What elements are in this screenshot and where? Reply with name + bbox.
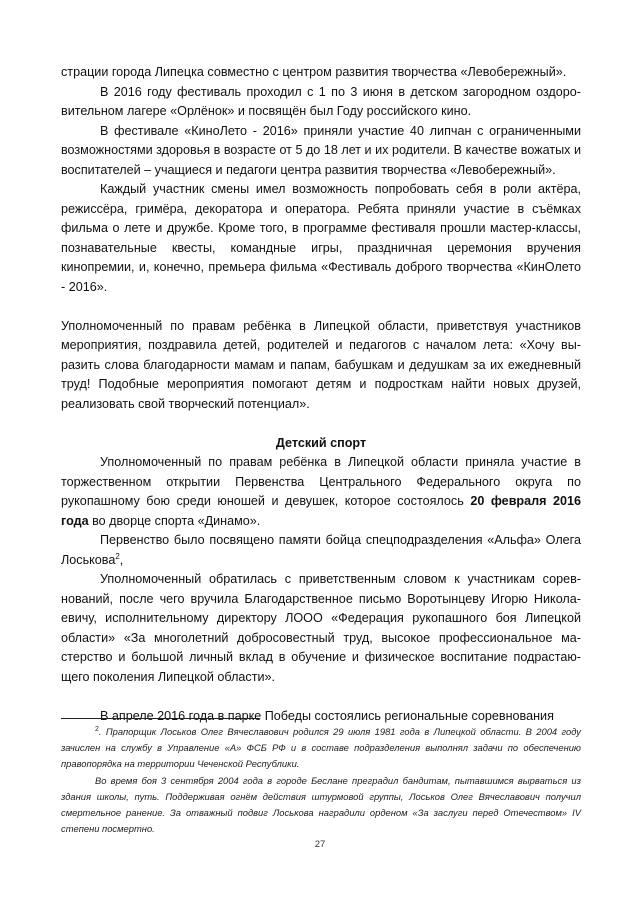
- paragraph-ombudsman-greeting: Уполномоченный по правам ребёнка в Липецкой области, приветствуя участников мероприятия, поздравила детей, родителей и педагогов с началом лета: «Хочу выразить слова благодарности мамам и папам, бабушкам и дедушкам за их ежедневный труд! Подобные мероприятия помогают детям и подросткам найти новых друзей, реализовать свой творческий потенциал».: [61, 318, 581, 411]
- footnotes: [61, 724, 581, 837]
- footnote-reference[interactable]: 2: [115, 551, 120, 561]
- paragraph-festival-activities: Каждый участник смены имел возможность попробовать себя в роли актёра, режиссёра, гримёра, декоратора и оператора. Ребята приняли участие в съёмках фильма о лете и дружбе. Кроме того, в программе фестиваля прошли мастер-классы, познавательные квесты, командные игры, праздничная церемония вручения кинопремии, и, конечно, премьера фильма «Фестиваль доброго творчества «КинОлето - 2016».: [61, 182, 581, 294]
- paragraph-spacer: [61, 414, 581, 434]
- event-date: 20 февраля 2016 года: [61, 494, 582, 528]
- paragraph-award: Уполномоченный обратилась с приветственным словом к участникам соревнований, после чего вручила Благодарственное письмо Воротынцеву Игорю Николаевичу, исполнительному директору ЛООО «Федерация рукопашного боя Липецкой области» «За многолетний добросовестный труд, высокое профессиональное мастерство и большой личный вклад в обучение и физическое воспитание подрастающего поколения Липецкой области».: [61, 572, 581, 684]
- paragraph-april-competitions: В апреле 2016 года в парке Победы состоялись региональные соревнования: [100, 708, 554, 723]
- section-heading: Детский спорт: [275, 435, 367, 450]
- dedication-text: Первенство было посвящено памяти бойца спецподразделения «Альфа» Олега Лоськова: [61, 533, 581, 567]
- page-number: 27: [314, 839, 326, 850]
- footnote-separator: [61, 718, 259, 719]
- paragraph-continuation: страции города Липецка совместно с центром развития творчества «Левобережный».: [61, 65, 567, 79]
- paragraph-spacer: [61, 297, 581, 317]
- paragraph-festival-dates: В 2016 году фестиваль проходил с 1 по 3 июня в детском загородном оздоровительном лагере «Орлёнок» и посвящён был Году российского кино.: [61, 84, 581, 118]
- sport-intro-venue: во дворце спорта «Динамо».: [92, 513, 261, 528]
- dedication-punctuation: ,: [119, 552, 124, 567]
- footnote-first-text: . Прапорщик Лоськов Олег Вячеславович родился 29 июля 1981 года в Липецкой области. В 2004 году зачислен на службу в Управление «А» ФСБ РФ и в составе подразделения выполнял задачи по обеспечению правопорядка на территории Чеченской Республики.: [61, 726, 581, 770]
- footnote-second: Во время боя 3 сентября 2004 года в городе Беслане преградил бандитам, пытавшимся вырваться из здания школы, путь. Поддерживая огнём действия штурмовой группы, Лоськов Олег Вячеславович получил смертельное ранение. За отважный подвиг Лоськова наградили орденом «За заслуги перед Отечеством» IV степени посмертно.: [61, 774, 581, 835]
- main-text: [61, 63, 581, 726]
- paragraph-spacer: [61, 687, 581, 707]
- paragraph-dedication: [61, 531, 581, 570]
- paragraph-sport-intro: [61, 453, 581, 531]
- footnote-first: [61, 724, 581, 773]
- paragraph-festival-participants: В фестивале «КиноЛето - 2016» приняли участие 40 липчан с ограниченными возможностями здоровья в возрасте от 5 до 18 лет и их родители. В качестве вожатых и воспитателей – учащиеся и педагоги центра развития творчества «Левобережный».: [61, 123, 581, 177]
- sport-intro-text: Уполномоченный по правам ребёнка в Липецкой области приняла участие в торжественном открытии Первенства Центрального Федерального округа по рукопашному бою среди юношей и девушек, которое состоялось: [61, 455, 581, 508]
- footnote-mark: 2: [95, 725, 99, 733]
